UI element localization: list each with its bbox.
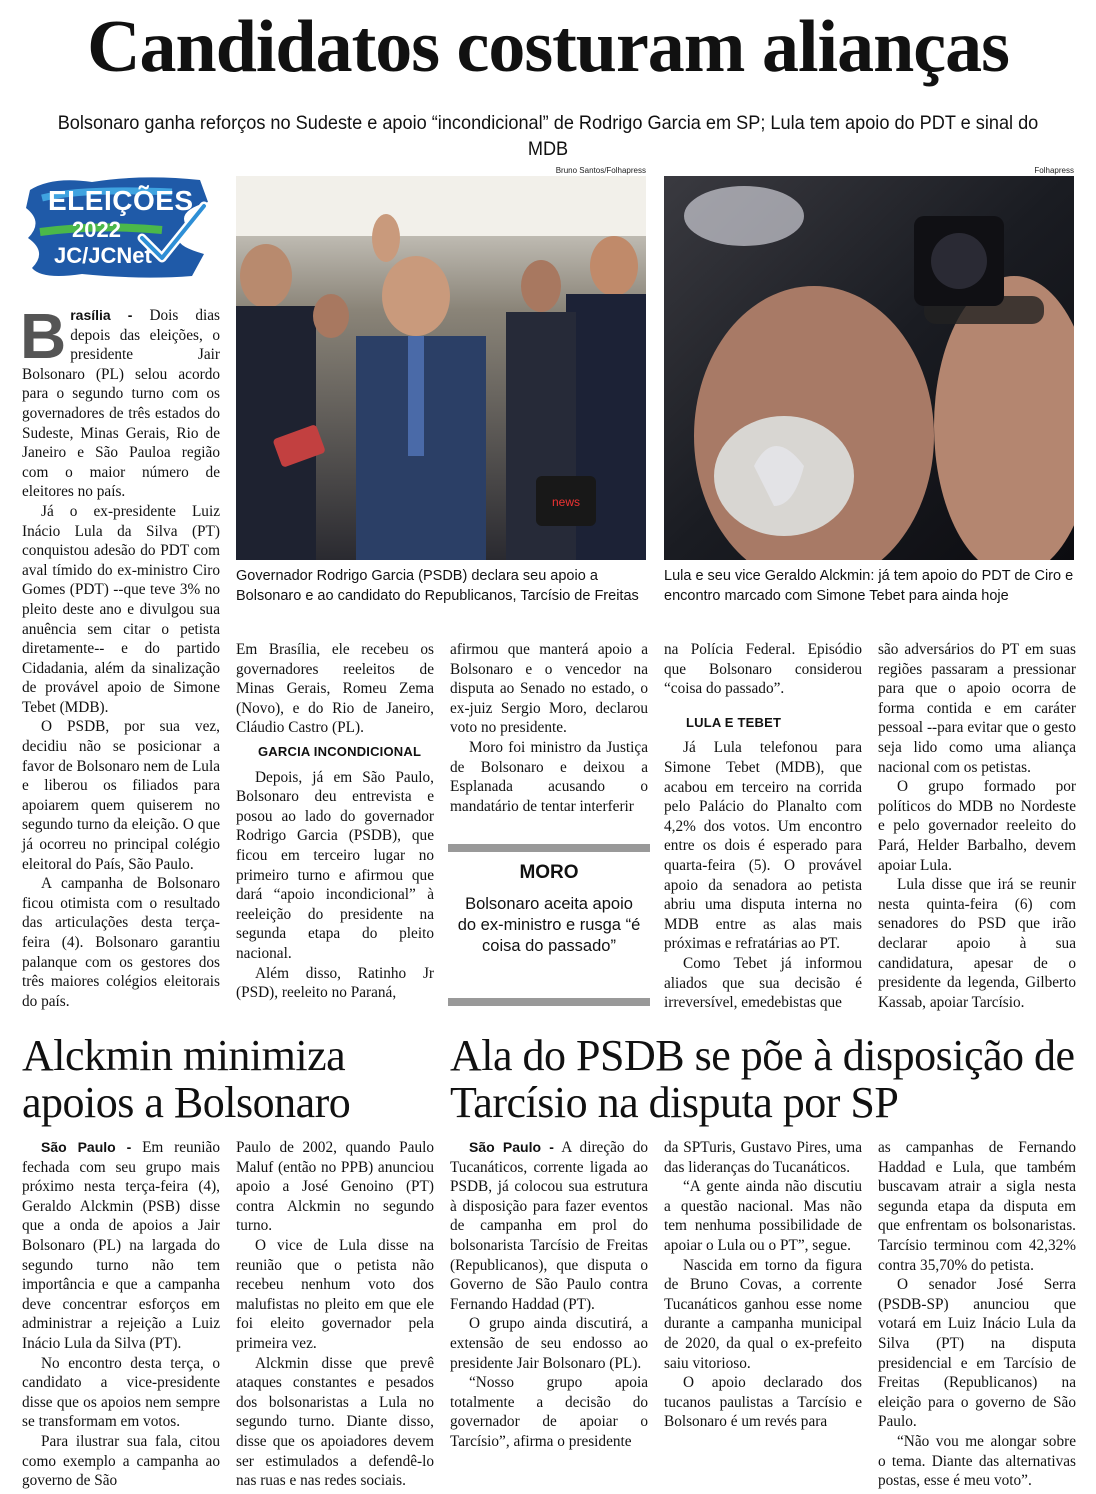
article1-column-1 (20, 300, 220, 1011)
subhead-lula-tebet: LULA E TEBET (686, 714, 782, 730)
article2-paragraph: Alckmin disse que prevê ataques constantes e pesados dos bolsonaristas a Lula no segundo turno. Diante disso, disse que os apoiadores devem ser estimulados a defendê-lo nas ruas e nas redes sociais. (236, 1354, 434, 1490)
article1-paragraph: Lula disse que irá se reunir nesta quinta-feira (6) com senadores do PSD que irão declarar apoio à sua candidatura, apesar de o presidente da legenda, Gilberto Kassab, apoiar Tarcísio. (878, 876, 1076, 1011)
article3-dateline: São Paulo - (469, 1139, 554, 1155)
photo1-credit: Bruno Santos/Folhapress (555, 166, 646, 175)
article1-dateline: rasília - (70, 307, 133, 323)
article1-column-2 (236, 640, 434, 1003)
photo-bolsonaro-garcia-image (236, 176, 646, 560)
badge-line3: JC/JCNet (54, 243, 152, 268)
article2-column-2 (236, 1138, 434, 1491)
article3-paragraph: O grupo ainda discutirá, a extensão de seu endosso ao presidente Jair Bolsonaro (PL). (450, 1315, 648, 1372)
article2-paragraph: O vice de Lula disse na reunião que o petista não recebeu nenhum voto dos malufistas no pleito em que ele foi eleito governador pela primeira vez. (236, 1236, 434, 1352)
article2-paragraph: Paulo de 2002, quando Paulo Maluf (então no PPB) anunciou apoio a José Genoino (PT) contra Alckmin no segundo turno. (236, 1139, 434, 1235)
article1-paragraph: Já Lula telefonou para Simone Tebet (MDB), que acabou em terceiro na corrida pelo Palácio do Planalto com 4,2% dos votos. Um encontro entre os dois é esperado para quarta-feira (5). O provável apoio da senadora ao petista abriu uma disputa interna no MDB entre as alas mais próximas e refratárias ao PT. (664, 739, 862, 953)
page-subheadline: Bolsonaro ganha reforços no Sudeste e apoio “incondicional” de Rodrigo Garcia em SP; Lula tem apoio do PDT e sinal do MDB (57, 112, 1039, 160)
article1-paragraph: Moro foi ministro da Justiça de Bolsonaro e deixou a Esplanada acusando o mandatário de tentar interferir (450, 738, 648, 815)
article2-paragraph: Em reunião fechada com seu grupo mais próximo nesta terça-feira (4), Geraldo Alckmin (PSB) disse que a onda de apoios a Jair Bolsonaro (PL) na largada do segundo turno não tem importância e que a campanha deve concentrar esforços em administrar a rejeição a Luiz Inácio Lula da Silva (PT). (22, 1139, 220, 1352)
article3-headline: Ala do PSDB se põe à disposição de Tarcísio na disputa por SP (450, 1031, 1075, 1127)
photo-lula-alckmin (664, 176, 1074, 560)
article3-paragraph: as campanhas de Fernando Haddad e Lula, que também buscavam atrair a sigla nesta segunda etapa da disputa em que enfrentam os bolsonaristas. Tarcísio terminou com 42,32% contra 35,70% do petista. (878, 1139, 1076, 1274)
photo1-caption: Governador Rodrigo Garcia (PSDB) declara seu apoio a Bolsonaro e ao candidato do Republicanos, Tarcísio de Freitas (236, 568, 639, 604)
article1-paragraph: Além disso, Ratinho Jr (PSD), reeleito no Paraná, (236, 964, 434, 1002)
article1-paragraph: Depois, já em São Paulo, Bolsonaro deu entrevista e posou ao lado do governador Rodrigo Garcia (PSDB), que ficou em terceiro lugar no primeiro turno e afirmou que dará “apoio incondicional” à reeleição do presidente na segunda etapa do pleito nacional. (236, 768, 434, 962)
article3-paragraph: “A gente ainda não discutiu a questão nacional. Mas não tem nenhuma possibilidade de apoiar o Lula ou o PT”, segue. (664, 1178, 862, 1254)
article2-headline: Alckmin minimiza apoios a Bolsonaro (22, 1031, 351, 1127)
article1-paragraph: Dois dias depois das eleições, o presidente Jair Bolsonaro (PL) selou acordo para o segundo turno com os governadores de três estados do Sudeste, Minas Gerais, Rio de Janeiro e São Pauloa região com o maior número de eleitores no país. (22, 307, 220, 501)
article3-paragraph: da SPTuris, Gustavo Pires, uma das lideranças do Tucanáticos. (664, 1139, 862, 1176)
photo-bolsonaro-garcia (236, 176, 646, 560)
article1-paragraph: Em Brasília, ele recebeu os governadores reeleitos de Minas Gerais, Romeu Zema (Novo), e do Rio de Janeiro, Cláudio Castro (PL). (236, 641, 434, 737)
article1-paragraph: são adversários do PT em suas regiões passaram a pressionar para que o apoio ocorra de forma contida e em caráter pessoal --para evitar que o gesto seja lido como uma aliança nacional com os petistas. (878, 641, 1076, 776)
svg-text:news: news (551, 495, 581, 509)
article1-dropcap: B (20, 300, 67, 372)
article1-paragraph: A campanha de Bolsonaro ficou otimista com o resultado das articulações desta terça-feira (4). Bolsonaro garantiu palanque com os gestores dos três maiores colégios eleitorais do país. (22, 875, 220, 1010)
photo-lula-alckmin-image (664, 176, 1074, 560)
article3-paragraph: “Não vou me alongar sobre o tema. Diante das alternativas postas, esse é meu voto”. (878, 1432, 1076, 1490)
article3-paragraph: A direção do Tucanáticos, corrente ligada ao PSDB, já colocou sua estrutura à disposição para fazer eventos de campanha em prol do bolsonarista Tarcísio de Freitas (Republicanos), que disputa o Governo de São Paulo contra Fernando Haddad (PT). (450, 1139, 649, 1313)
article1-paragraph: O grupo formado por políticos do MDB no Nordeste e pelo governador reeleito do Pará, Helder Barbalho, devem apoiar Lula. (878, 778, 1076, 874)
article3-paragraph: O apoio declarado dos tucanos paulistas a Tarcísio e Bolsonaro é um revés para (664, 1374, 862, 1431)
moro-pullquote-box (448, 844, 650, 1006)
photo2-caption: Lula e seu vice Geraldo Alckmin: já tem apoio do PDT de Ciro e encontro marcado com Simone Tebet para ainda hoje (664, 568, 1074, 604)
article3-column-3 (878, 1138, 1076, 1491)
article1-paragraph: Já o ex-presidente Luiz Inácio Lula da Silva (PT) conquistou adesão do PDT com aval tímido do ex-ministro Ciro Gomes (PDT) --que teve 3% no pleito deste ano e divulgou sua anuência sem citar o petista diretamente-- e do partido Cidadania, além da sinalização de provável apoio de Simone Tebet (MDB). (22, 502, 220, 716)
article1-paragraph: afirmou que manterá apoio a Bolsonaro e o vencedor na disputa ao Senado no estado, o ex-juiz Sergio Moro, declarou voto no presidente. (450, 641, 648, 737)
subhead-garcia: GARCIA INCONDICIONAL (258, 743, 422, 759)
article1-paragraph: na Polícia Federal. Episódio que Bolsonaro considerou “coisa do passado”. (664, 641, 862, 698)
article2-paragraph: Para ilustrar sua fala, citou como exemplo a campanha ao governo de São (22, 1432, 220, 1490)
article2-paragraph: No encontro desta terça, o candidato a vice-presidente disse que os apoios nem sempre se transformam em votos. (22, 1354, 220, 1431)
badge-line1: ELEIÇÕES (48, 185, 194, 216)
article3-paragraph: Nascida em torno da figura de Bruno Covas, a corrente Tucanáticos ganhou esse nome durante a campanha municipal de 2020, da qual o ex-prefeito saiu vitorioso. (664, 1256, 862, 1372)
moro-box-text: Bolsonaro aceita apoio do ex-ministro e rusga “é coisa do passado” (457, 895, 641, 955)
article1-paragraph: Como Tebet já informou aliados que sua decisão é irreversível, emedebistas que (664, 954, 862, 1012)
article2-column-1 (22, 1138, 220, 1491)
page-headline: Candidatos costuram alianças (87, 6, 1009, 88)
article1-paragraph: O PSDB, por sua vez, decidiu não se posicionar a favor de Bolsonaro nem de Lula e liberou os filiados para apoiarem quem quiserem no segundo turno da eleição. O que já ocorreu no principal colégio eleitoral do País, São Paulo. (22, 718, 220, 873)
article1-column-3 (450, 640, 648, 816)
article1-column-4 (664, 640, 862, 1013)
photo2-credit: Folhapress (1034, 166, 1074, 175)
article3-paragraph: “Nosso grupo apoia totalmente a decisão do governador de apoiar o Tarcísio”, afirma o presidente (450, 1374, 648, 1450)
moro-box-title: MORO (519, 862, 579, 883)
article3-paragraph: O senador José Serra (PSDB-SP) anunciou que votará em Luiz Inácio Lula da Silva (PT) na disputa presidencial e em Tarcísio de Freitas (Republicanos) na eleição para o governo de São Paulo. (878, 1276, 1076, 1431)
elections-badge (22, 172, 218, 284)
badge-line2: 2022 (72, 217, 121, 242)
article1-column-5 (878, 640, 1076, 1012)
article3-column-1 (450, 1138, 648, 1452)
article2-dateline: São Paulo - (41, 1139, 132, 1155)
article3-column-2 (664, 1138, 862, 1432)
